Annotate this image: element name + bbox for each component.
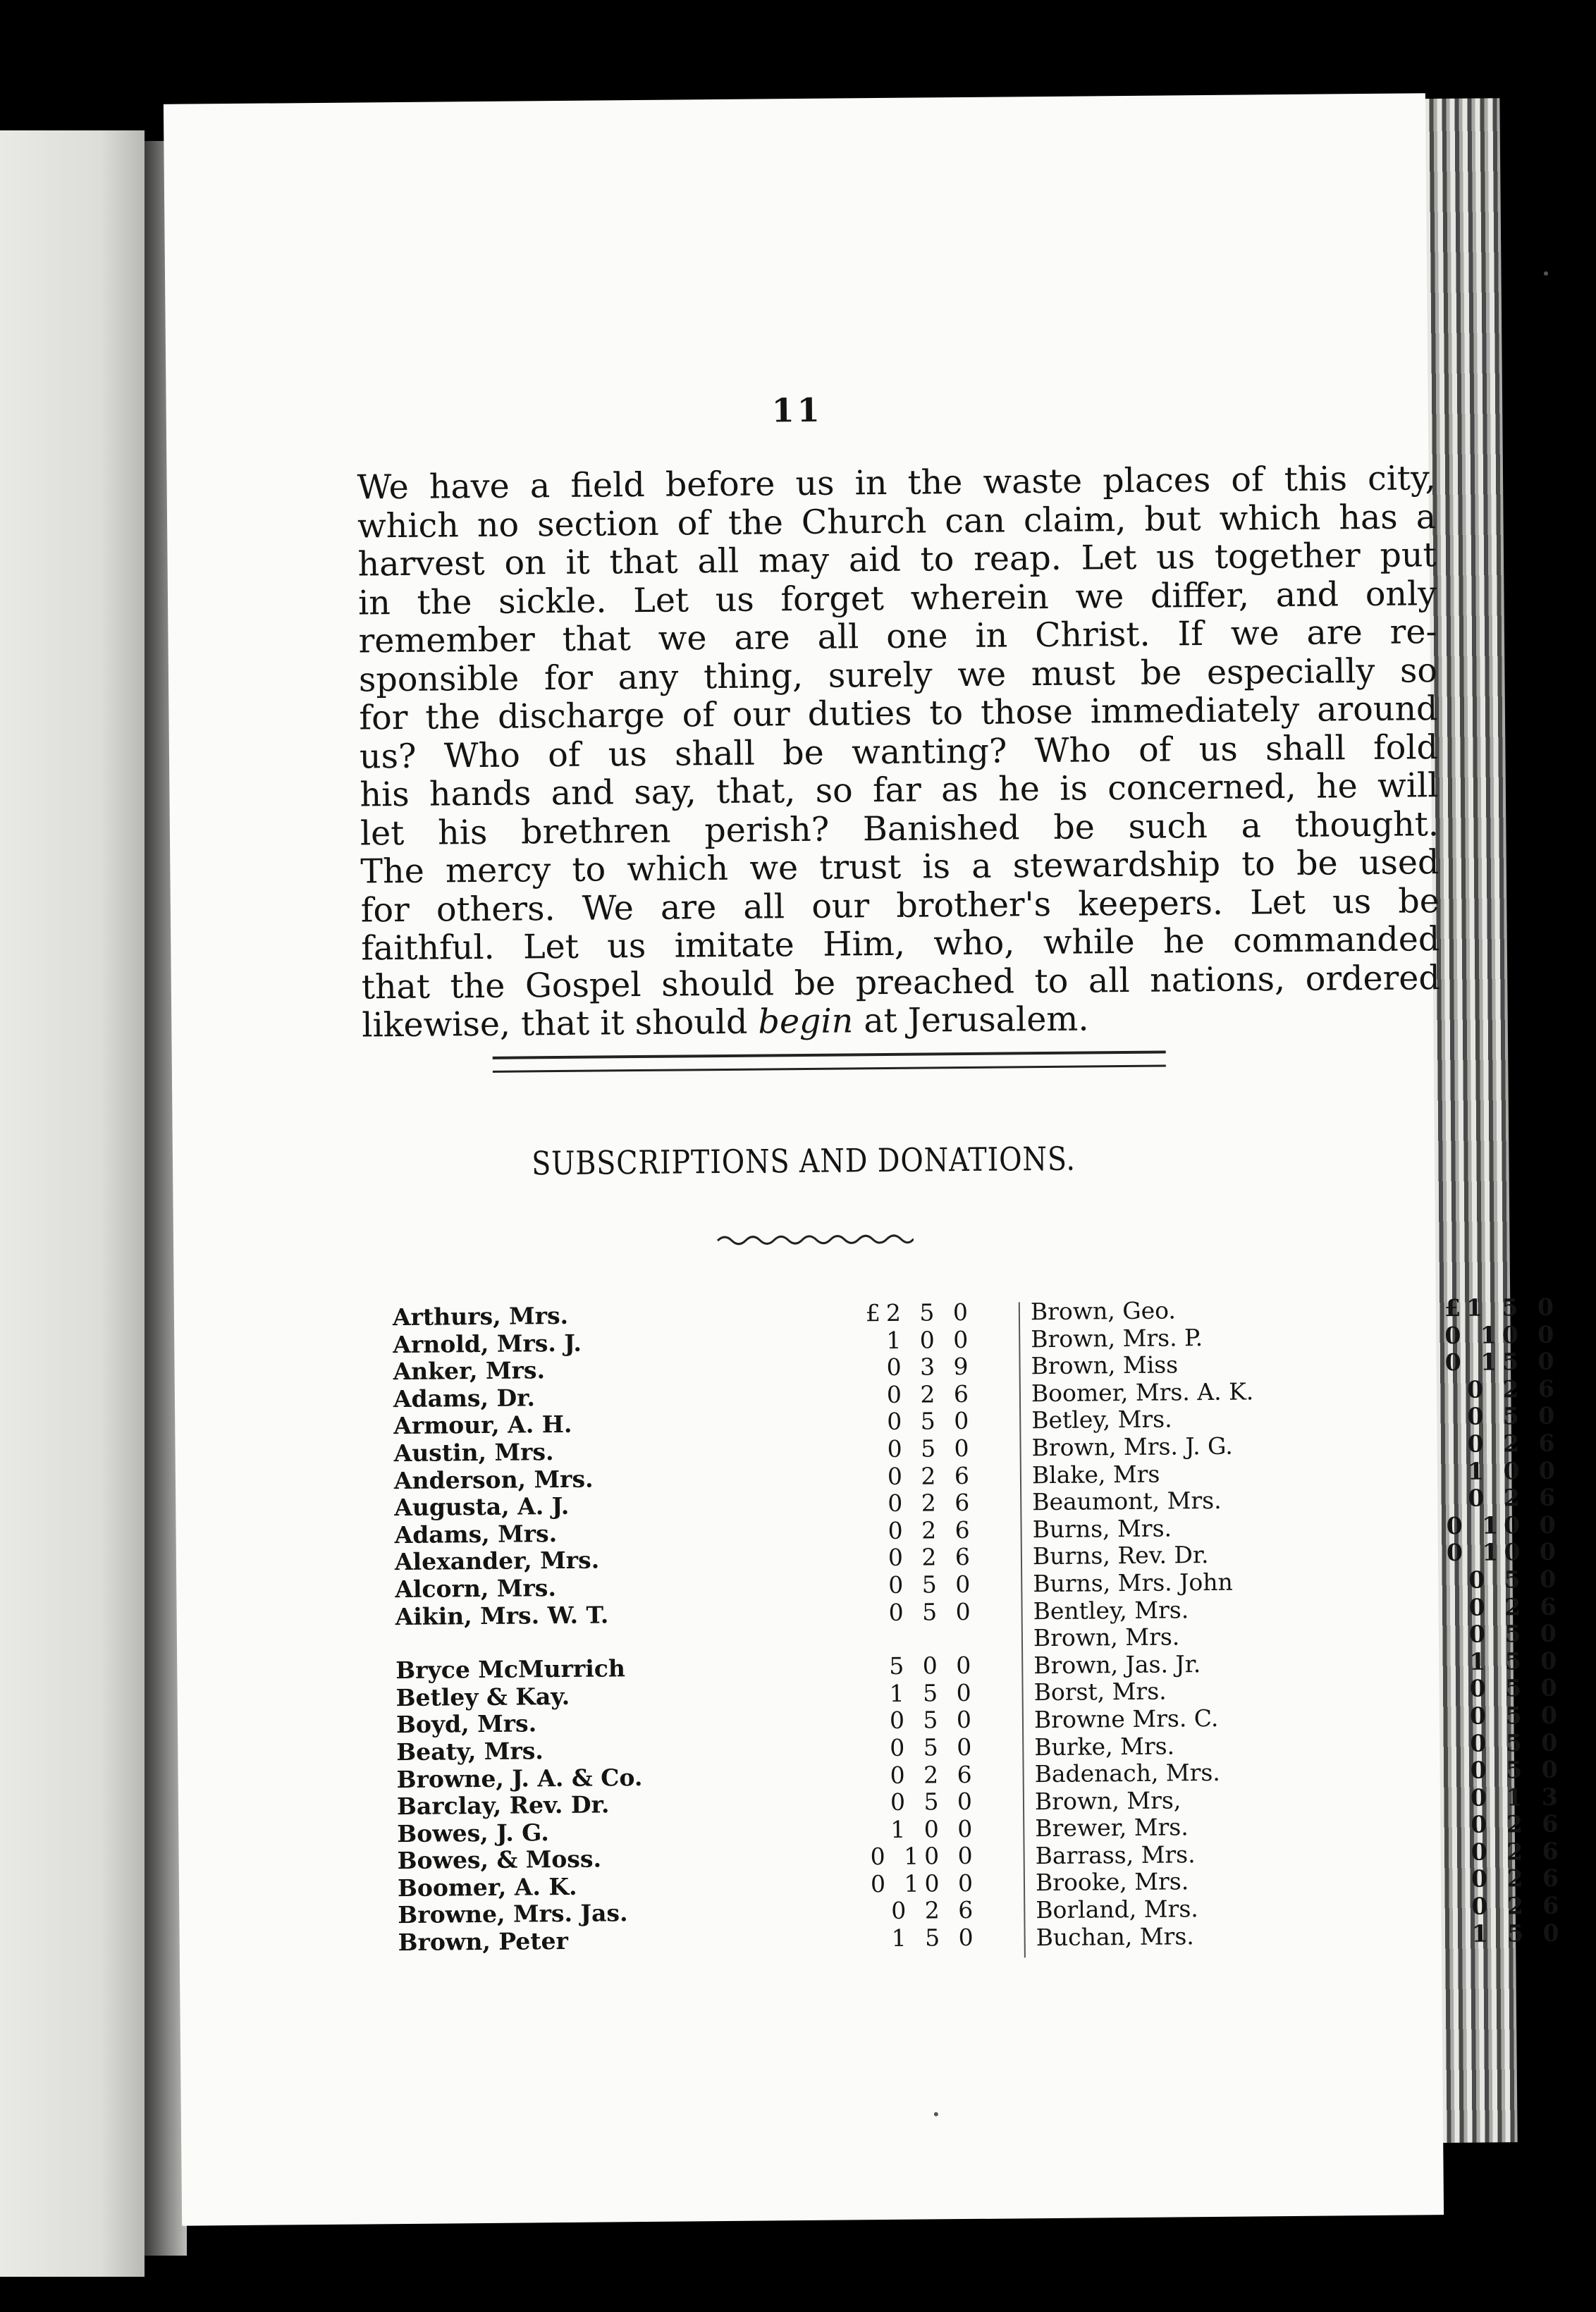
subscriber-name: Brown, Geo. — [1030, 1296, 1177, 1326]
donation-amount: 0 5 0 — [1470, 1755, 1564, 1784]
donation-amount: 0 2 6 — [1468, 1592, 1562, 1621]
ledger-row — [1031, 1347, 1560, 1380]
paragraph-line: The mercy to which we trust is a stewardship to be used — [360, 843, 1440, 892]
paragraph-line: sponsible for any thing, surely we must be especially so — [358, 651, 1438, 699]
donation-amount: 0 2 6 — [1466, 1375, 1561, 1403]
ledger-row — [1031, 1320, 1560, 1353]
subscription-ledger — [392, 1293, 1565, 1957]
subscriber-name: Brewer, Mrs. — [1035, 1813, 1189, 1843]
ornament-squiggle — [716, 1229, 914, 1248]
ledger-row — [1033, 1592, 1562, 1625]
book-page — [164, 93, 1565, 2226]
paragraph-line: let his brethren perish? Banished be such a thought. — [360, 804, 1440, 853]
subscriber-name: Austin, Mrs. — [393, 1438, 554, 1468]
paragraph-line: We have a field before us in the waste places of this city, — [357, 459, 1436, 508]
paragraph-line: in the sickle. Let us forget wherein we differ, and only — [357, 574, 1437, 622]
donation-amount: 0 2 6 — [886, 1379, 975, 1408]
donation-amount: 1 5 0 — [889, 1678, 977, 1707]
donation-amount: 0 5 0 — [890, 1787, 978, 1816]
subscriber-name: Arnold, Mrs. J. — [393, 1329, 582, 1358]
donation-amount: 0 5 0 — [888, 1597, 976, 1626]
subscriber-name: Buchan, Mrs. — [1036, 1921, 1194, 1951]
right-column — [1030, 1293, 1565, 1951]
ledger-row — [1032, 1483, 1561, 1516]
paragraph-line: faithful. Let us imitate Him, who, while he commanded — [361, 920, 1440, 969]
subscriber-name: Bentley, Mrs. — [1033, 1595, 1189, 1625]
ledger-row — [1036, 1891, 1565, 1924]
subscriber-name: Brown, Mrs. J. G. — [1031, 1432, 1233, 1462]
donation-amount: 1 0 0 — [890, 1814, 978, 1843]
subscriber-name: Beaumont, Mrs. — [1032, 1487, 1222, 1516]
subscriber-name: Aikin, Mrs. W. T. — [395, 1600, 609, 1630]
ledger-row — [1033, 1565, 1562, 1598]
donation-amount: 0 10 0 — [1446, 1537, 1562, 1567]
subscriber-name: Augusta, A. J. — [394, 1492, 570, 1522]
subscriber-name: Browne, Mrs. Jas. — [398, 1899, 628, 1929]
paragraph-line: which no section of the Church can claim, but which has a — [357, 497, 1437, 546]
donation-amount: £1 5 0 — [1444, 1293, 1560, 1322]
donation-amount: 1 5 0 — [1471, 1919, 1565, 1948]
donation-amount: 0 2 6 — [887, 1461, 976, 1490]
ledger-row — [1030, 1293, 1560, 1326]
ledger-row — [1035, 1837, 1564, 1870]
subscriber-name: Brown, Mrs. P. — [1031, 1323, 1203, 1353]
subscriber-name: Browne, J. A. & Co. — [396, 1763, 643, 1793]
donation-amount: £2 5 0 — [865, 1298, 974, 1327]
subscriber-name: Barrass, Mrs. — [1035, 1840, 1196, 1870]
donation-amount: 0 5 0 — [1468, 1619, 1563, 1648]
subscriber-name: Brown, Mrs. — [1033, 1623, 1180, 1652]
ledger-row — [1033, 1647, 1563, 1680]
ledger-row — [1035, 1809, 1564, 1843]
donation-amount: 1 5 0 — [891, 1923, 979, 1953]
donation-amount: 0 5 0 — [889, 1706, 978, 1735]
donation-amount: 0 10 0 — [1446, 1511, 1561, 1539]
subscriber-name: Anker, Mrs. — [393, 1356, 546, 1386]
subscriber-name: Armour, A. H. — [393, 1410, 572, 1440]
subscriber-name: Betley, Mrs. — [1031, 1405, 1172, 1434]
donation-amount: 0 2 6 — [1471, 1864, 1565, 1893]
subscriber-name: Brown, Peter — [398, 1927, 569, 1957]
ledger-row — [1034, 1783, 1564, 1816]
subscriber-name: Bowes, & Moss. — [397, 1845, 602, 1875]
donation-amount: 0 2 6 — [1471, 1891, 1565, 1920]
subscriber-name: Bowes, J. G. — [397, 1818, 549, 1847]
print-speck — [934, 2112, 938, 2116]
subscriber-name: Boomer, Mrs. A. K. — [1031, 1377, 1254, 1407]
subscriber-name: Burns, Mrs. — [1032, 1514, 1172, 1543]
ledger-row — [1032, 1537, 1562, 1571]
subscriber-name: Burke, Mrs. — [1034, 1731, 1175, 1761]
subscriber-name: Alexander, Mrs. — [394, 1546, 600, 1576]
donation-amount: 0 10 0 — [870, 1869, 979, 1898]
emphasis-word: begin — [758, 1002, 854, 1042]
subscriber-name: Bryce McMurrich — [395, 1654, 626, 1685]
donation-amount: 0 2 6 — [888, 1543, 976, 1572]
donation-amount: 0 3 9 — [886, 1353, 974, 1382]
paragraph-line: that the Gospel should be preached to all nations, ordered — [361, 958, 1441, 1007]
ledger-row — [1034, 1728, 1564, 1761]
subscriber-name: Boomer, A. K. — [397, 1872, 577, 1902]
donation-amount: 0 2 6 — [888, 1515, 976, 1544]
ledger-row — [1035, 1864, 1565, 1898]
print-speck — [1544, 271, 1548, 276]
ledger-row — [1034, 1755, 1564, 1788]
ledger-row — [1031, 1402, 1561, 1435]
paragraph-line: remember that we are all one in Christ. If we are re- — [358, 613, 1437, 661]
donation-amount: 0 2 6 — [1471, 1809, 1564, 1839]
left-column — [392, 1298, 979, 1957]
subscriber-name: Betley & Kay. — [395, 1682, 570, 1711]
ledger-row — [1036, 1919, 1565, 1952]
donation-amount: 0 10 0 — [1444, 1320, 1560, 1349]
donation-amount: 0 2 6 — [890, 1760, 978, 1789]
donation-amount: 0 5 0 — [1467, 1402, 1561, 1431]
subscriber-name: Beaty, Mrs. — [396, 1737, 544, 1766]
subscriber-name: Badenach, Mrs. — [1034, 1758, 1220, 1788]
ledger-row — [1033, 1701, 1564, 1734]
paragraph-last-line: likewise, that it should begin at Jerusalem. — [362, 1000, 1089, 1045]
donation-amount: 0 5 0 — [887, 1407, 975, 1436]
donation-amount: 0 5 0 — [1469, 1673, 1563, 1703]
subscriber-name: Adams, Mrs. — [394, 1519, 558, 1549]
paragraph-line: for others. We are all our brother's keepers. Let us be — [360, 881, 1440, 930]
subscriber-name: Alcorn, Mrs. — [395, 1574, 557, 1604]
donation-amount: 0 15 0 — [1444, 1347, 1560, 1377]
facing-page-edge — [0, 130, 145, 2277]
paragraph-line: for the discharge of our duties to those immediately around — [359, 689, 1438, 738]
paragraph-line: his hands and say, that, so far as he is concerned, he will — [360, 766, 1439, 815]
donation-amount: 0 5 0 — [888, 1570, 976, 1599]
donation-amount: 0 5 0 — [890, 1733, 978, 1761]
donation-amount: 0 10 0 — [870, 1842, 978, 1871]
donation-amount: 0 2 6 — [888, 1489, 976, 1518]
subscriber-name: Brooke, Mrs. — [1035, 1867, 1189, 1897]
subscriber-name: Anderson, Mrs. — [393, 1465, 594, 1494]
donation-amount: 0 2 6 — [1468, 1483, 1561, 1512]
subscriber-name: Borland, Mrs. — [1036, 1895, 1198, 1924]
paragraph-line: us? Who of us shall be wanting? Who of us shall fold — [359, 727, 1439, 776]
page-number: 11 — [771, 391, 823, 430]
subscriber-name: Borst, Mrs. — [1033, 1677, 1167, 1707]
subscriber-name: Barclay, Rev. Dr. — [396, 1790, 610, 1821]
ledger-row — [395, 1597, 976, 1630]
donation-amount: 0 2 6 — [891, 1896, 979, 1925]
ledger-row — [1033, 1619, 1563, 1652]
donation-amount: 0 5 0 — [1468, 1565, 1562, 1594]
subscriber-name: Burns, Rev. Dr. — [1032, 1541, 1209, 1570]
subscriber-name: Brown, Miss — [1031, 1351, 1179, 1380]
ledger-row — [1031, 1456, 1561, 1489]
donation-amount: 1 0 0 — [886, 1325, 974, 1354]
donation-amount: 0 5 0 — [1469, 1701, 1564, 1730]
ledger-row — [1033, 1673, 1563, 1707]
donation-amount: 0 5 0 — [1470, 1728, 1564, 1757]
donation-amount: 5 0 0 — [889, 1652, 977, 1680]
donation-amount: 0 2 6 — [1467, 1429, 1561, 1458]
subscriber-name: Browne Mrs. C. — [1033, 1704, 1219, 1734]
ledger-row — [1031, 1429, 1561, 1462]
donation-amount: 1 5 0 — [1469, 1647, 1563, 1675]
body-paragraph — [357, 460, 1440, 1045]
ledger-row — [1032, 1511, 1561, 1544]
ledger-row — [398, 1923, 979, 1957]
subscriber-name: Blake, Mrs — [1031, 1460, 1160, 1489]
donation-amount: 1 0 0 — [1467, 1456, 1561, 1485]
subscriber-name: Brown, Mrs, — [1034, 1786, 1181, 1815]
column-divider — [1019, 1302, 1026, 1957]
subscriber-name: Boyd, Mrs. — [395, 1709, 537, 1739]
subscriber-name: Brown, Jas. Jr. — [1033, 1649, 1201, 1679]
section-heading: SUBSCRIPTIONS AND DONATIONS. — [531, 1139, 1076, 1183]
donation-amount: 0 5 0 — [887, 1434, 975, 1463]
subscriber-name: Arthurs, Mrs. — [392, 1301, 569, 1332]
paragraph-line: harvest on it that all may aid to reap. Let us together put — [357, 536, 1437, 584]
donation-amount: 0 1 3 — [1470, 1783, 1564, 1812]
double-rule-divider — [493, 1051, 1166, 1073]
ledger-row — [1031, 1375, 1561, 1408]
donation-amount: 0 2 6 — [1471, 1837, 1564, 1866]
subscriber-name: Adams, Dr. — [393, 1384, 536, 1413]
subscriber-name: Burns, Mrs. John — [1033, 1568, 1233, 1598]
